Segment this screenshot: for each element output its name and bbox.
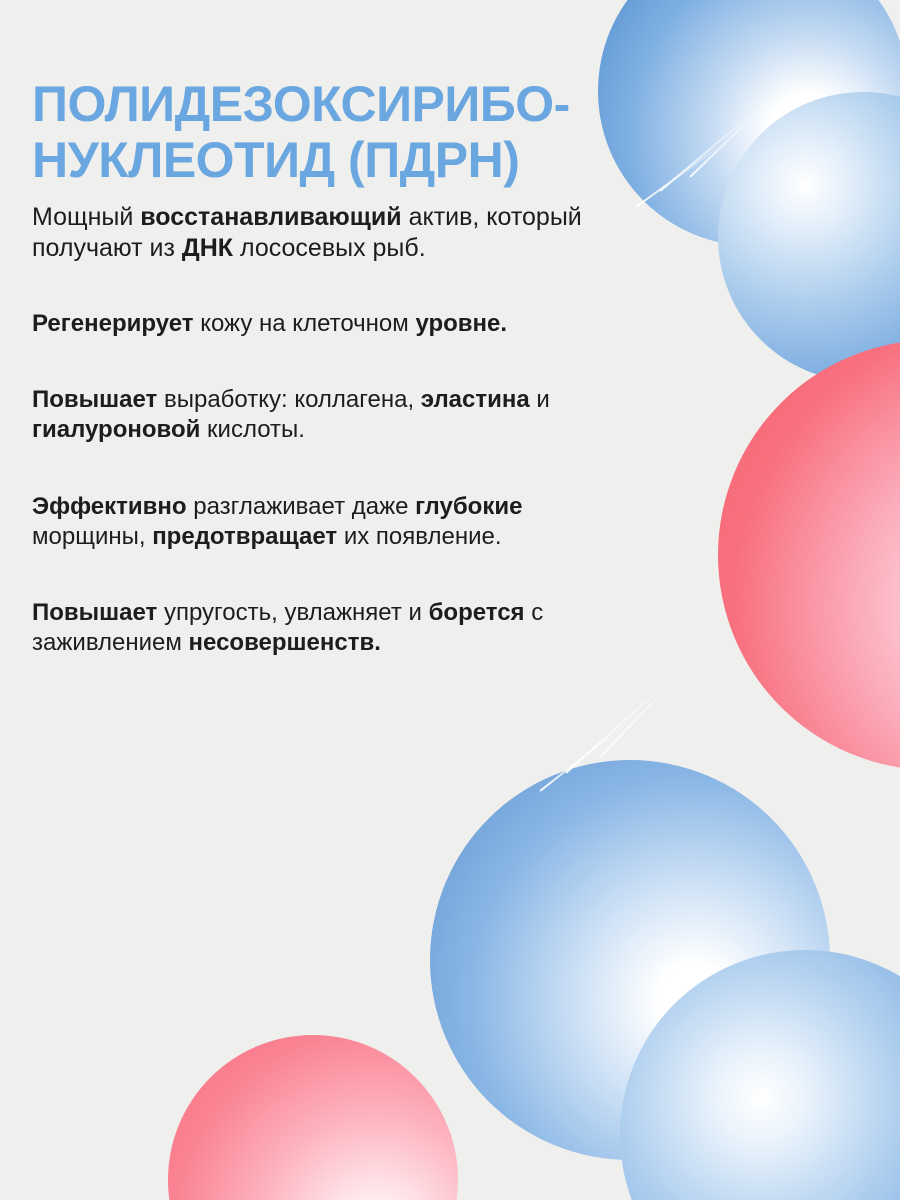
benefit-item-regeneration <box>32 309 592 339</box>
benefit-production-segment-1: выработку: коллагена, <box>157 386 421 414</box>
benefit-regeneration-segment-1: кожу на клеточном <box>193 310 416 337</box>
page-title: ПОЛИДЕЗОКСИРИБО-НУКЛЕОТИД (ПДРН) <box>32 76 570 188</box>
benefit-item-wrinkles <box>32 492 592 552</box>
poster-content <box>32 76 672 659</box>
intro-paragraph <box>32 202 622 263</box>
intro-part-2: актив, который получают из <box>32 203 582 262</box>
blue-sphere-bottom-right-icon <box>620 950 900 1200</box>
benefit-list <box>32 309 672 659</box>
benefit-elasticity-segment-4: несовершенств. <box>188 629 381 657</box>
benefit-wrinkles-segment-5: их появление. <box>337 522 502 550</box>
intro-part-3: лососевых рыб. <box>233 233 426 262</box>
benefit-wrinkles-segment-0: Эффективно <box>32 492 187 520</box>
benefit-production-segment-2: эластина <box>420 386 530 414</box>
benefit-item-production <box>32 385 592 445</box>
benefit-item-elasticity <box>32 598 592 658</box>
benefit-regeneration-segment-2: уровне. <box>415 310 508 337</box>
benefit-elasticity-segment-0: Повышает <box>32 599 158 627</box>
benefit-production-segment-4: гиалуроновой <box>32 416 201 444</box>
pink-sphere-bottom-left-icon <box>168 1035 458 1200</box>
intro-bold-2: ДНК <box>181 233 234 262</box>
benefit-production-segment-0: Повышает <box>32 386 158 414</box>
blue-sphere-upper-right-icon <box>718 92 900 382</box>
intro-bold-1: восстанавливающий <box>140 203 402 231</box>
benefit-wrinkles-segment-2: глубокие <box>415 492 523 520</box>
benefit-elasticity-segment-1: упругость, увлажняет и <box>157 599 429 627</box>
benefit-elasticity-segment-3: с заживлением <box>32 599 544 657</box>
benefit-wrinkles-segment-3: морщины, <box>32 522 153 550</box>
pink-sphere-right-icon <box>718 340 900 770</box>
intro-part-1: Мощный <box>32 203 141 231</box>
benefit-elasticity-segment-2: борется <box>428 599 525 627</box>
benefit-regeneration-segment-0: Регенерирует <box>32 310 194 337</box>
benefit-wrinkles-segment-4: предотвращает <box>152 522 338 550</box>
blue-sphere-lower-center-icon <box>430 760 830 1160</box>
benefit-wrinkles-segment-1: разглаживает даже <box>186 492 416 520</box>
benefit-production-segment-5: кислоты. <box>200 416 305 444</box>
benefit-production-segment-3: и <box>529 386 550 414</box>
